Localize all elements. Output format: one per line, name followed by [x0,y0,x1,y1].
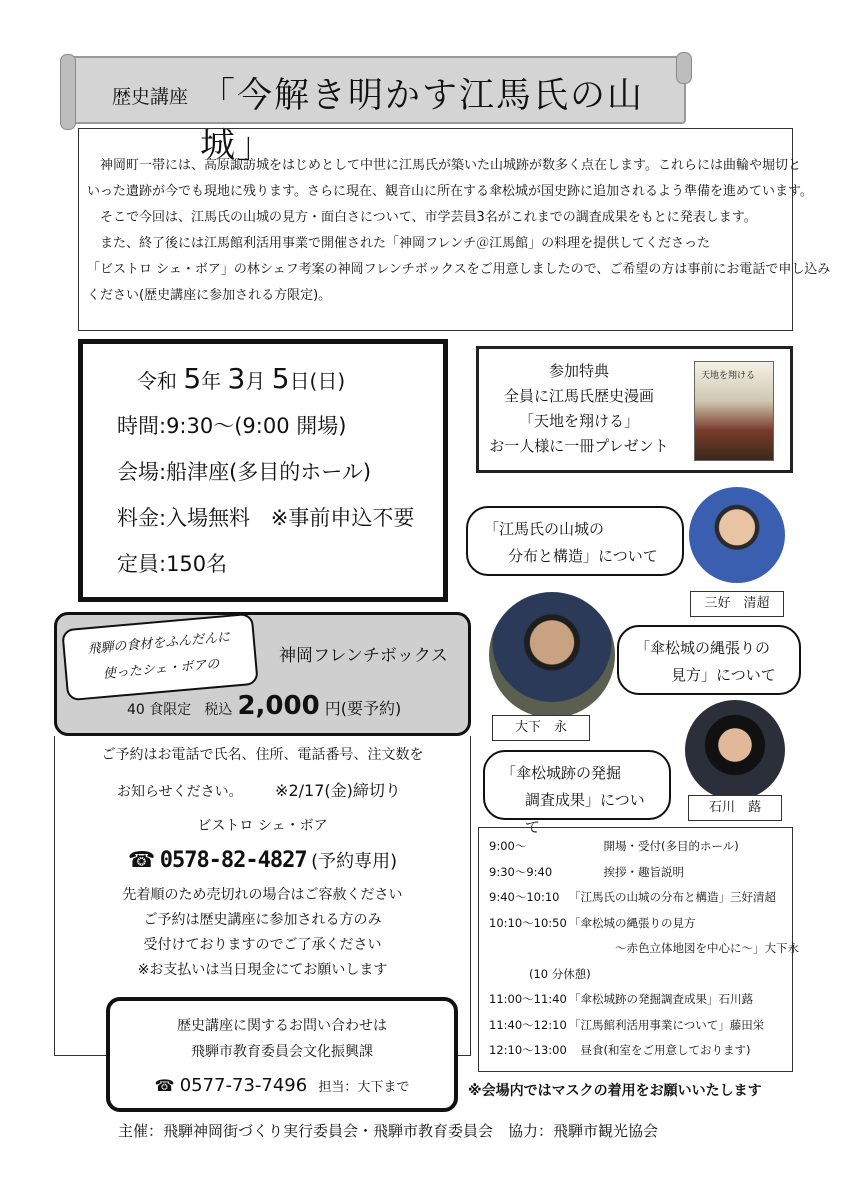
title-banner [66,56,686,166]
schedule-row: 9:30～9:40 挨拶・趣旨説明 [489,864,684,879]
footer-organizers: 主催：飛騨神岡街づくり実行委員会・飛騨市教育委員会 協力：飛騨市観光協会 [118,1122,659,1140]
event-date: 令和 5年 3月 5日(日) [137,362,346,395]
schedule-row: (10 分休憩) [529,966,591,981]
speaker-1-topic: 「江馬氏の山城の 分布と構造」について [466,506,684,576]
bonus-line: 全員に江馬氏歴史漫画 [503,387,654,405]
order-phone: ☎ 0578-82-4827 (予約専用) [127,848,398,873]
schedule-row: 9:00～ 開場・受付(多目的ホール) [489,839,739,853]
manga-cover-image [694,361,774,461]
bonus-line: 「天地を翔ける」 [518,412,639,430]
schedule-row: 12:10～13:00 昼食(和室をご用意しております) [489,1043,751,1057]
schedule-row: 11:00～11:40 「傘松城跡の発掘調査成果」石川蕗 [489,992,753,1006]
order-line: ご予約はお電話で氏名、住所、電話番号、注文数を [101,747,424,763]
speaker-1-photo [689,487,785,583]
bonus-box [476,346,793,473]
speaker-2-name: 大下 永 [492,715,590,741]
catchphrase: 飛騨の食材をふんだんに 使ったシェ・ボアの [61,613,259,701]
order-note: 先着順のため売切れの場合はご容赦ください [122,887,403,903]
schedule-row: 9:40～10:10 「江馬氏の山城の分布と構造」三好清超 [489,890,776,904]
event-details [78,339,448,602]
speaker-2-topic: 「傘松城の縄張りの 見方」について [617,625,801,695]
order-note: ※お支払いは当日現金にてお願いします [137,962,388,978]
speaker-3-topic: 「傘松城跡の発掘 調査成果」について [483,750,671,820]
intro-line: 「ビストロ シェ・ボア」の林シェフ考案の神岡フレンチボックスをご用意しましたので、ご希望の方は事前にお電話で申し込み [87,262,831,277]
title-series: 歴史講座 [112,86,189,108]
speaker-1-name: 三好 清超 [690,591,784,617]
contact-phone: ☎ 0577-73-7496 担当：大下まで [154,1075,410,1096]
order-deadline: ※2/17(金)締切り [275,781,401,800]
intro-line: ください(歴史講座に参加される方限定)。 [87,288,332,303]
bonus-line: お一人様に一冊プレゼント [489,437,669,455]
schedule-row: 10:10～10:50 「傘松城の縄張りの見方 [489,915,696,930]
mask-note: ※会場内ではマスクの着用をお願いいたします [468,1083,762,1099]
schedule-row: ～赤色立体地図を中心に～」大下永 [569,941,799,955]
intro-box [78,128,831,331]
event-fee: 料金:入場無料 ※事前申込不要 [117,506,415,530]
manga-title: 天地を翔ける [701,371,756,381]
event-venue: 会場:船津座(多目的ホール) [117,460,372,484]
intro-line: 神岡町一帯には、高原諏訪城をはじめとして中世に江馬氏が築いた山城跡が数多く点在します。これらには曲輪や堀切と [87,158,801,173]
event-capacity: 定員:150名 [117,552,228,576]
schedule-box [478,827,799,1072]
speaker-3-name: 石川 蕗 [688,795,782,821]
intro-line: いった遺跡が今でも現地に残ります。さらに現在、観音山に所在する傘松城が国史跡に追加されるよう準備を進めています。 [87,184,813,199]
order-note: 受付けておりますのでご了承ください [143,937,382,953]
phone-icon: ☎ [127,848,156,873]
contact-line: 歴史講座に関するお問い合わせは [177,1018,387,1034]
phone-icon: ☎ [154,1076,175,1095]
speaker-2-photo [489,592,615,718]
french-box-name: 神岡フレンチボックス [279,646,448,666]
order-line: お知らせください。 ※2/17(金)締切り [117,781,401,800]
intro-line: そこで今回は、江馬氏の山城の見方・面白さについて、市学芸員3名がこれまでの調査成果をもとに発表します。 [87,210,757,225]
bonus-title: 参加特典 [548,362,609,380]
schedule-row: 11:40～12:10 「江馬館利活用事業について」藤田栄 [489,1017,765,1032]
french-box-price: 40 食限定 税込 2,000 円(要予約) [127,691,402,721]
order-note: ご予約は歴史講座に参加される方のみ [143,912,382,928]
speaker-3-photo [685,700,785,800]
page-title: 「今解き明かす江馬氏の山城」 [200,76,645,166]
event-time: 時間:9:30～(9:00 開場) [117,414,347,438]
intro-line: また、終了後には江馬館利活用事業で開催された「神岡フレンチ＠江馬館」の料理を提供してくださった [87,236,711,251]
shop-name: ビストロ シェ・ボア [197,818,328,834]
contact-line: 飛騨市教育委員会文化振興課 [191,1044,373,1060]
contact-box [106,997,458,1112]
